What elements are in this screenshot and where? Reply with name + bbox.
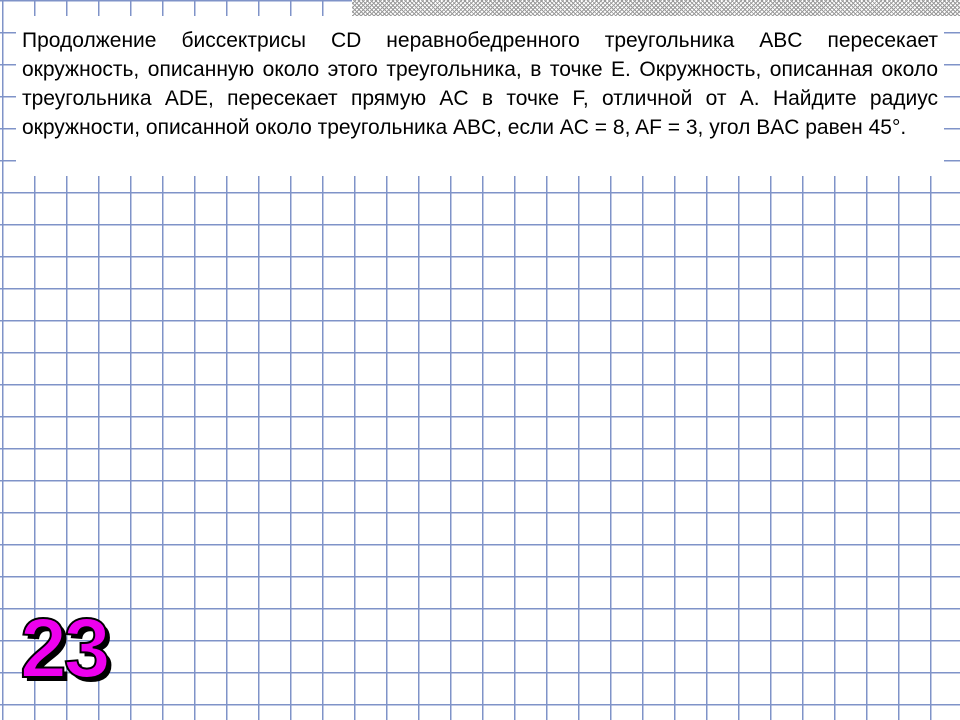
slide-number: 23 — [20, 601, 108, 695]
hatched-header-strip — [352, 0, 960, 16]
problem-statement: Продолжение биссектрисы CD неравнобедренного треугольника ABC пересекает окружность, описанную около этого треугольника, в точке E. Окружность, описанная около треугольника ADE, пересекает прямую AC в точке F, отличной от A. Найдите радиус окружности, описанной около треугольника ABC, если AC = 8, AF = 3, угол BAC равен 45°. — [22, 29, 938, 139]
